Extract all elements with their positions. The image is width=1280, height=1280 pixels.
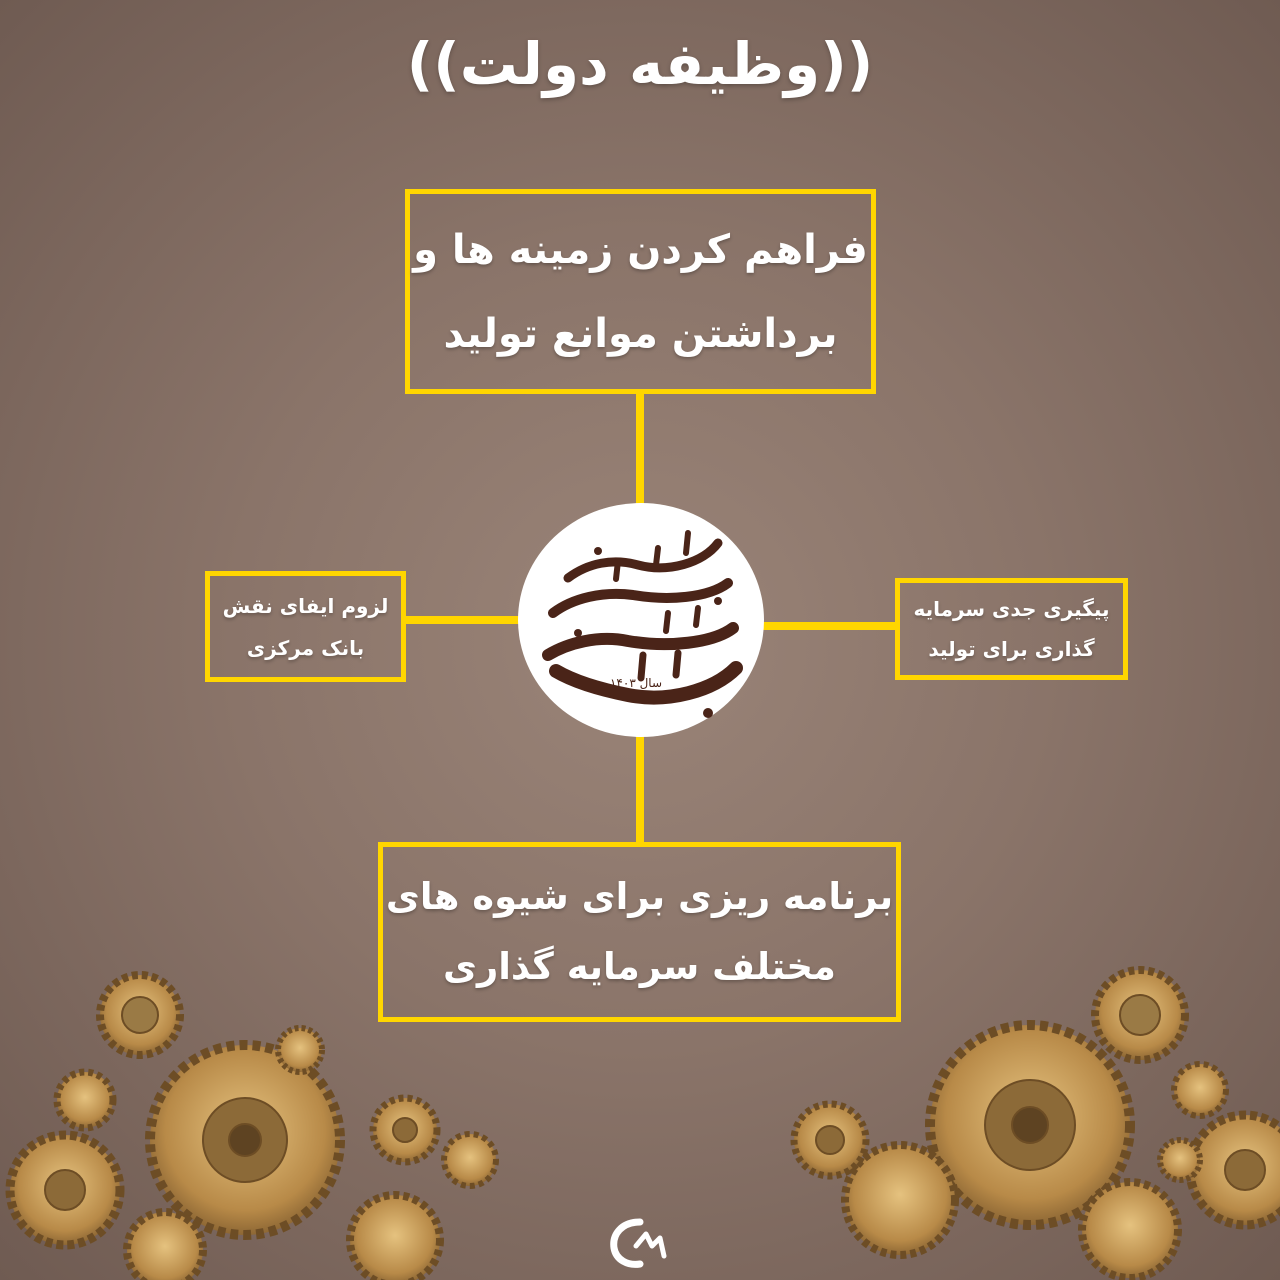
node-left-line1: لزوم ایفای نقش: [222, 593, 389, 618]
connector-top: [636, 394, 644, 506]
connector-right: [762, 622, 895, 630]
node-right-line2: گذاری برای تولید: [928, 637, 1095, 661]
page-title: ((وظیفه دولت)): [406, 30, 874, 98]
node-top-line2: برداشتن موانع تولید: [443, 310, 838, 357]
center-logo: [518, 503, 764, 737]
logo-year: سال ۱۴۰۳: [609, 676, 663, 690]
node-top: [405, 189, 876, 394]
node-left: [205, 571, 406, 682]
connector-left: [406, 616, 527, 624]
connector-bottom: [636, 734, 644, 844]
node-right-line1: پیگیری جدی سرمایه: [913, 597, 1110, 621]
node-bottom-line1: برنامه ریزی برای شیوه های: [385, 875, 894, 918]
node-bottom-line2: مختلف سرمایه گذاری: [443, 945, 836, 988]
calligraphy-logo-icon: [518, 503, 764, 737]
publisher-logo-icon: [606, 1216, 674, 1270]
node-top-line1: فراهم کردن زمینه ها و: [413, 226, 868, 273]
node-left-line2: بانک مرکزی: [246, 635, 365, 660]
node-right: [895, 578, 1128, 680]
